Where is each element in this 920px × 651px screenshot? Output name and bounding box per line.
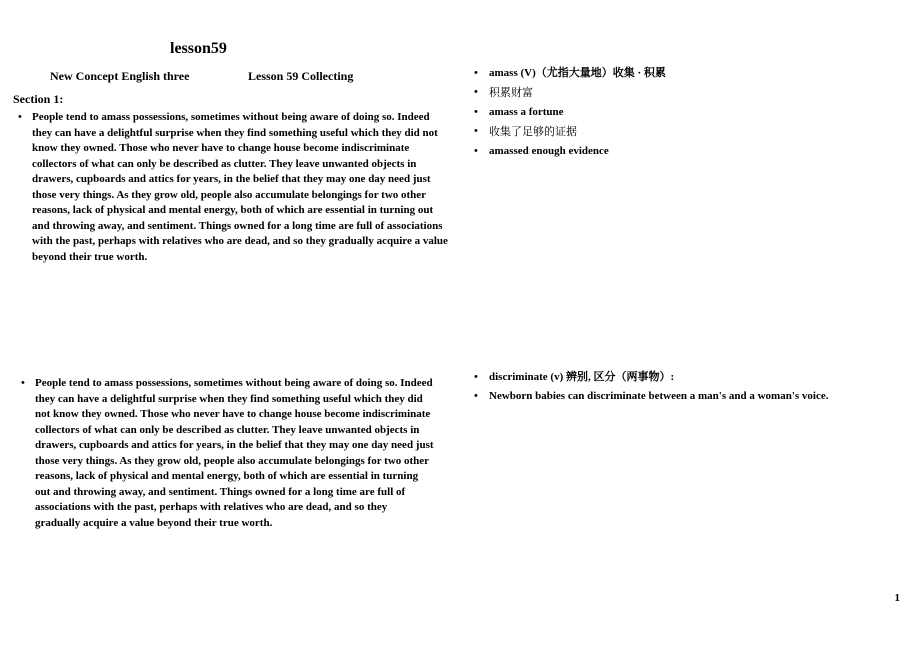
bullet-icon: •	[474, 125, 478, 137]
section-heading: Section 1:	[13, 92, 64, 106]
vocab-note-text: 收集了足够的证据	[489, 125, 577, 138]
vocab-notes-discriminate	[474, 368, 828, 406]
vocab-note-text: 积累财富	[489, 86, 533, 99]
vocab-note-text: amassed enough evidence	[489, 145, 609, 157]
vocab-note-text: amass (V)（尤指大量地）收集 · 积累	[489, 67, 666, 79]
vocab-note	[474, 368, 828, 387]
book-name: New Concept English three	[50, 69, 190, 83]
vocab-note-text: discriminate (v) 辨别, 区分（两事物）:	[489, 371, 675, 383]
vocab-note	[474, 122, 666, 142]
passage-block-2	[21, 376, 435, 531]
bullet-icon: •	[18, 111, 22, 123]
lesson-title: lesson59	[170, 40, 227, 57]
bullet-icon: •	[474, 145, 478, 157]
bullet-icon: •	[474, 106, 478, 118]
vocab-note	[474, 83, 666, 103]
vocab-note-text: Newborn babies can discriminate between a man's and a woman's voice.	[489, 390, 829, 402]
vocab-notes-amass	[474, 64, 666, 161]
lesson-name: Lesson 59 Collecting	[248, 69, 354, 83]
bullet-icon: •	[474, 67, 478, 79]
bullet-icon: •	[474, 371, 478, 383]
vocab-note	[474, 142, 666, 161]
bullet-icon: •	[474, 86, 478, 98]
vocab-note	[474, 64, 666, 83]
vocab-note	[474, 103, 666, 122]
passage-text: People tend to amass possessions, sometimes without being aware of doing so. Indeed they can have a delightful surprise when they find something useful which they did not know they owned. Those who never have to change house become indiscriminate collectors of what can only be described as clutter. They leave unwanted objects in drawers, cupboards and attics for years, in the belief that they may one day need just those very things. As they grow old, people also accumulate belongings for two other reasons, lack of physical and mental energy, both of which are essential in turning out and throwing away, and sentiment. Things owned for a long time are full of associations with the past, perhaps with relatives who are dead, and so they gradually acquire a value beyond their true worth.	[32, 111, 448, 263]
vocab-note-text: amass a fortune	[489, 106, 564, 118]
page-number: 1	[894, 592, 900, 604]
vocab-note	[474, 387, 828, 406]
bullet-icon: •	[474, 390, 478, 402]
bullet-icon: •	[21, 377, 25, 389]
passage-text: People tend to amass possessions, sometimes without being aware of doing so. Indeed they can have a delightful surprise when they find something useful which they did not know they owned. Those who never have to change house become indiscriminate collectors of what can only be described as clutter. They leave unwanted objects in drawers, cupboards and attics for years, in the belief that they may one day need just those very things. As they grow old, people also accumulate belongings for two other reasons, lack of physical and mental energy, both of which are essential in turning out and throwing away, and sentiment. Things owned for a long time are full of associations with the past, perhaps with relatives who are dead, and so they gradually acquire a value beyond their true worth.	[35, 377, 434, 529]
passage-block-1	[18, 110, 448, 265]
